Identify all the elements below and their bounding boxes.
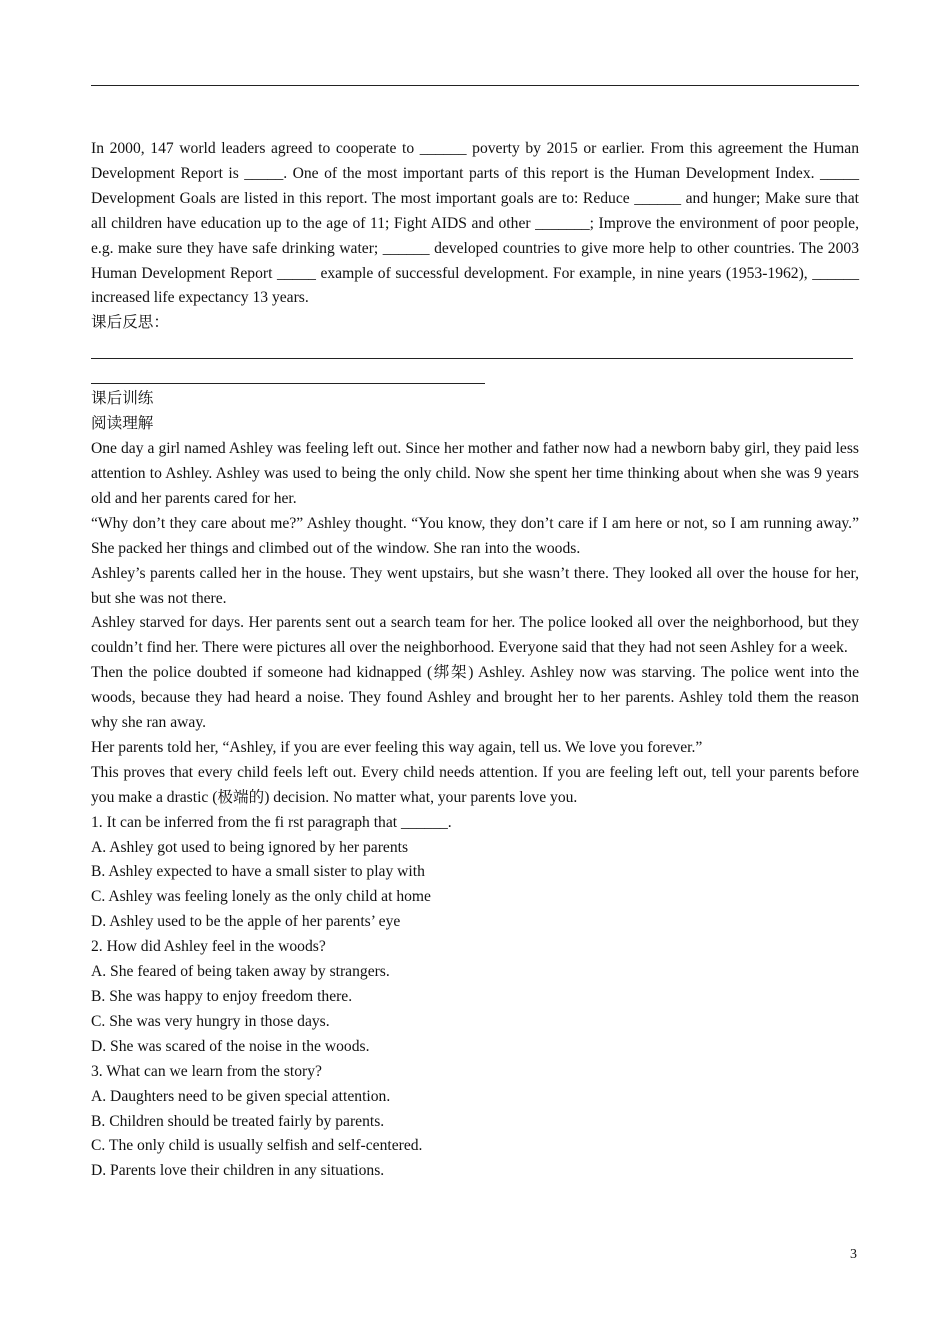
header-rule <box>91 85 859 86</box>
question-option: B. She was happy to enjoy freedom there. <box>91 988 353 1005</box>
question-option: D. Ashley used to be the apple of her parents’ eye <box>91 913 401 931</box>
after-class-heading: 课后训练 <box>91 390 154 408</box>
reflection-answer-line-short <box>91 383 485 384</box>
question-option: A. She feared of being taken away by strangers. <box>91 963 390 981</box>
question-option: A. Ashley got used to being ignored by her parents <box>91 838 409 856</box>
passage-paragraph: This proves that every child feels left out. Every child needs attention. If you are feeling left out, tell your parents before you make a drastic (极端的) decision. No matter what, your parents love you. <box>91 763 859 806</box>
question-option: C. Ashley was feeling lonely as the only child at home <box>91 888 431 906</box>
passage-paragraph: One day a girl named Ashley was feeling left out. Since her mother and father now had a newborn baby girl, they paid less attention to Ashley. Ashley was used to being the only child. Now she spent her time thinking about when she was 9 years old and her parents cared for her. <box>91 440 859 507</box>
passage-paragraph: Ashley’s parents called her in the house. They went upstairs, but she wasn’t there. They looked all over the house for her, but she was not there. <box>91 564 859 607</box>
reading-heading: 阅读理解 <box>91 415 154 433</box>
reflection-answer-line <box>91 358 853 359</box>
summary-paragraph: In 2000, 147 world leaders agreed to cooperate to ______ poverty by 2015 or earlier. From this agreement the Human Development Report is _____. One of the most important parts of this report is the Human Development Index. _____ Development Goals are listed in this report. The most important goals are to: Reduce ______ and hunger; Make sure that all children have education up to the age of 11; Fight AIDS and other _______; Improve the environment of poor people, e.g. make sure they have safe drinking water; ______ developed countries to give more help to other countries. The 2003 Human Development Report _____ example of successful development. For example, in nine years (1953-1962), ______ increased life expectancy 13 years. <box>91 140 859 307</box>
question-stem: 1. It can be inferred from the fi rst paragraph that ______. <box>91 813 452 831</box>
passage-paragraph: Her parents told her, “Ashley, if you are ever feeling this way again, tell us. We love you forever.” <box>91 738 703 756</box>
passage-paragraph: Ashley starved for days. Her parents sent out a search team for her. The police looked all over the neighborhood, but they couldn’t find her. There were pictures all over the neighborhood. Everyone said that they had not seen Ashley for a week. <box>91 614 859 657</box>
passage-paragraph: Then the police doubted if someone had kidnapped (绑架) Ashley. Ashley now was starving. The police went into the woods, because they had heard a noise. They found Ashley and brought her to her parents. Ashley told them the reason why she ran away. <box>91 664 859 732</box>
reflection-label: 课后反思： <box>91 314 169 332</box>
question-stem: 2. How did Ashley feel in the woods? <box>91 938 326 956</box>
question-option: B. Ashley expected to have a small sister to play with <box>91 863 425 881</box>
question-option: D. Parents love their children in any situations. <box>91 1162 385 1180</box>
passage-paragraph: “Why don’t they care about me?” Ashley thought. “You know, they don’t care if I am here or not, so I am running away.” She packed her things and climbed out of the window. She ran into the woods. <box>91 514 859 557</box>
page-number: 3 <box>850 1247 857 1262</box>
question-option: C. She was very hungry in those days. <box>91 1012 330 1030</box>
question-option: B. Children should be treated fairly by parents. <box>91 1112 385 1130</box>
page-content <box>91 137 859 1184</box>
question-option: C. The only child is usually selfish and self-centered. <box>91 1137 423 1155</box>
question-option: A. Daughters need to be given special attention. <box>91 1087 391 1105</box>
question-option: D. She was scared of the noise in the woods. <box>91 1037 370 1055</box>
question-stem: 3. What can we learn from the story? <box>91 1062 322 1080</box>
